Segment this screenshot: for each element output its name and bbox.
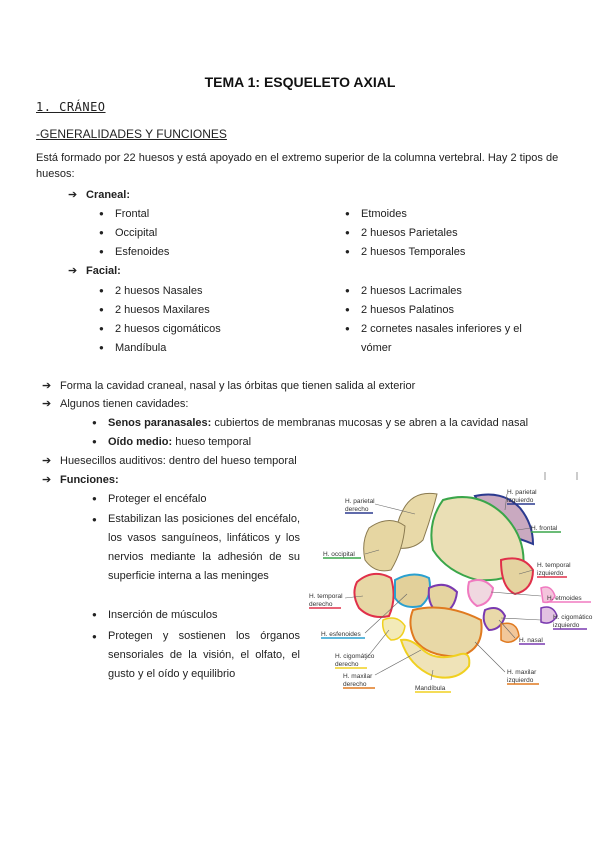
point-huesecillos [42, 454, 297, 467]
bone-name: vómer [361, 342, 392, 354]
label-parietal-izquierdo-1: H. parietal [507, 489, 537, 496]
list-item [345, 225, 458, 241]
label-maxilar-derecho-2: derecho [343, 681, 367, 688]
bone-name: 2 huesos Temporales [361, 246, 466, 258]
list-item-oido [92, 434, 252, 450]
label-temporal-izquierdo-2: izquierdo [537, 570, 564, 577]
oido-text: hueso temporal [172, 436, 252, 448]
bone-name: 2 huesos cigomáticos [115, 323, 221, 335]
bullet-icon: ● [92, 515, 97, 524]
senos-text: cubiertos de membranas mucosas y se abren a la cavidad nasal [211, 417, 529, 429]
arrow-icon: ➔ [42, 380, 52, 392]
label-maxilar-izquierdo-1: H. maxilar [507, 669, 537, 676]
bullet-icon: ● [99, 305, 104, 314]
list-item [99, 244, 170, 260]
label-nasal: H. nasal [519, 637, 543, 644]
point-text: Forma la cavidad craneal, nasal y las órbitas que tienen salida al exterior [60, 380, 416, 392]
list-item [92, 510, 300, 586]
bullet-icon: ● [345, 247, 350, 256]
oido-label: Oído medio: [108, 436, 173, 448]
label-parietal-derecho-1: H. parietal [345, 498, 375, 505]
list-item [92, 491, 207, 507]
bullet-icon: ● [345, 209, 350, 218]
list-item [345, 302, 454, 318]
bullet-icon: ● [92, 418, 97, 427]
bullet-icon: ● [92, 610, 97, 619]
bone-name: 2 cornetes nasales inferiores y el [361, 323, 522, 335]
intro-paragraph: Está formado por 22 huesos y está apoyado en el extremo superior de la columna vertebral. Hay 2 tipos de huesos: [36, 152, 559, 180]
label-temporal-derecho-2: derecho [309, 601, 333, 608]
point-funciones [42, 473, 119, 486]
bone-name: Etmoides [361, 208, 407, 220]
label-temporal-izquierdo-1: H. temporal [537, 562, 571, 569]
bone-name: Esfenoides [115, 246, 170, 258]
etmoides-shape [468, 580, 493, 606]
section-heading: 1. CRÁNEO [36, 100, 106, 114]
bullet-icon: ● [99, 209, 104, 218]
list-item [92, 627, 300, 684]
bone-name: Frontal [115, 208, 150, 220]
bone-name: 2 huesos Palatinos [361, 304, 454, 316]
funcion-text: Inserción de músculos [108, 609, 218, 621]
funcion-text: Protegen y sostienen los órganos sensoriales de la visión, el olfato, el gusto y el oído y equilibrio [108, 630, 300, 680]
senos-label: Senos paranasales: [108, 417, 212, 429]
esfenoides-shape [395, 574, 430, 607]
bullet-icon: ● [99, 286, 104, 295]
label-cigomatico-derecho-1: H. cigomático [335, 653, 375, 660]
label-occipital: H. occipital [323, 551, 355, 558]
bone-name: 2 huesos Parietales [361, 227, 458, 239]
label-cigomatico-derecho-2: derecho [335, 661, 359, 668]
bullet-icon: ● [345, 286, 350, 295]
label-maxilar-izquierdo-2: izquierdo [507, 677, 534, 684]
label-parietal-izquierdo-2: izquierdo [507, 497, 534, 504]
bone-name: 2 huesos Maxilares [115, 304, 210, 316]
label-temporal-derecho-1: H. temporal [309, 593, 343, 600]
list-item [99, 225, 158, 241]
list-item [345, 244, 466, 260]
list-item-continuation [361, 340, 392, 356]
list-item [99, 206, 150, 222]
list-item-senos [92, 415, 529, 431]
label-parietal-derecho-2: derecho [345, 506, 369, 513]
label-cigomatico-izquierdo-1: H. cigomático [553, 614, 593, 621]
bone-name: Occipital [115, 227, 158, 239]
funcion-text: Estabilizan las posiciones del encéfalo, los vasos sanguíneos, linfáticos y los nervios mediante la adhesión de su superficie interna a las meninges [108, 513, 300, 582]
temporal-izquierdo-shape [501, 558, 533, 594]
point-text: Huesecillos auditivos: dentro del hueso temporal [60, 455, 297, 467]
bullet-icon: ● [345, 305, 350, 314]
subsection-heading: -GENERALIDADES Y FUNCIONES [36, 127, 227, 141]
facial-heading [68, 264, 121, 277]
bone-name: 2 huesos Lacrimales [361, 285, 462, 297]
arrow-icon: ➔ [68, 265, 78, 277]
bullet-icon: ● [99, 324, 104, 333]
bone-name: Mandíbula [115, 342, 167, 354]
bone-name: 2 huesos Nasales [115, 285, 203, 297]
occipital-shape [364, 520, 405, 570]
bullet-icon: ● [345, 228, 350, 237]
bullet-icon: ● [99, 343, 104, 352]
craneal-label: Craneal: [86, 189, 131, 201]
facial-label: Facial: [86, 265, 121, 277]
cigomatico-derecho-shape [383, 618, 405, 640]
arrow-icon: ➔ [42, 455, 52, 467]
list-item [99, 283, 203, 299]
label-maxilar-derecho-1: H. maxilar [343, 673, 373, 680]
list-item [99, 321, 221, 337]
temporal-derecho-shape [354, 574, 393, 617]
arrow-icon: ➔ [42, 474, 52, 486]
point-text: Algunos tienen cavidades: [60, 398, 189, 410]
bullet-icon: ● [92, 437, 97, 446]
point-cavidades [42, 397, 188, 410]
funciones-label: Funciones: [60, 474, 119, 486]
label-esfenoides: H. esfenoides [321, 631, 361, 638]
bullet-icon: ● [99, 228, 104, 237]
bullet-icon: ● [99, 247, 104, 256]
label-etmoides: H. etmoides [547, 595, 582, 602]
list-item [99, 302, 210, 318]
bullet-icon: ● [92, 494, 97, 503]
arrow-icon: ➔ [68, 189, 78, 201]
list-item [92, 607, 218, 623]
arrow-icon: ➔ [42, 398, 52, 410]
document-title: TEMA 1: ESQUELETO AXIAL [204, 74, 396, 90]
funcion-text: Proteger el encéfalo [108, 493, 207, 505]
point-cavities [42, 379, 415, 392]
label-frontal: H. frontal [531, 525, 558, 532]
list-item [99, 340, 167, 356]
list-item [345, 321, 522, 337]
list-item [345, 206, 407, 222]
craneal-heading [68, 188, 130, 201]
skull-figure [305, 470, 600, 695]
label-mandibula: Mandíbula [415, 685, 446, 692]
bullet-icon: ● [345, 324, 350, 333]
label-cigomatico-izquierdo-2: izquierdo [553, 622, 580, 629]
bullet-icon: ● [92, 632, 97, 641]
list-item [345, 283, 462, 299]
